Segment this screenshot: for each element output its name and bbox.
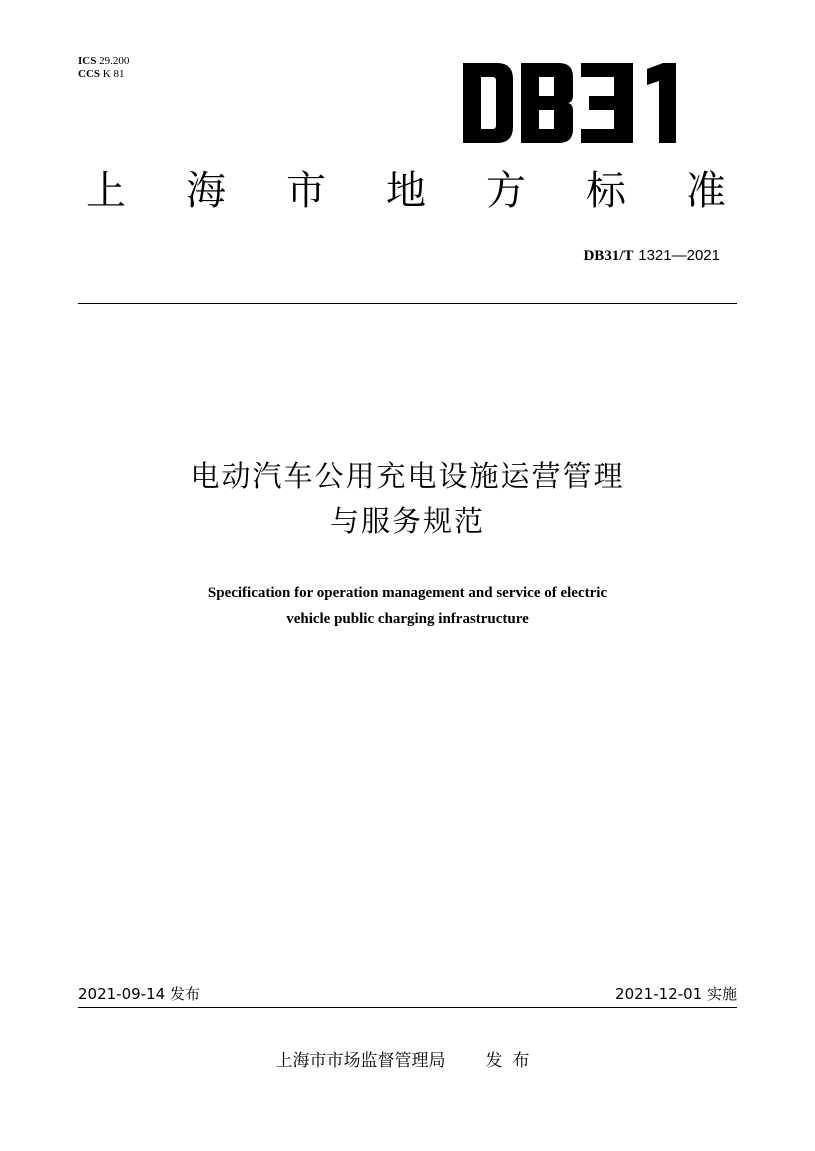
standard-type-heading [86,166,726,216]
classification-codes [78,55,129,81]
standard-type-char: 市 [286,168,326,214]
standard-number-prefix: DB31/T [583,248,634,264]
standard-type-char: 准 [686,168,726,214]
bottom-divider [78,1007,737,1008]
top-divider [78,303,737,304]
title-en-line-1: Specification for operation management and service of electric [207,585,608,601]
ccs-row [78,68,129,81]
ccs-label: CCS [78,68,101,80]
issue-date: 2021-09-14 发布 [78,985,200,1003]
standard-type-char: 标 [586,168,626,214]
issuer-name: 上海市市场监督管理局 [275,1051,446,1071]
title-english [0,580,815,632]
ics-code: 29.200 [99,55,130,67]
ics-row [78,55,129,68]
standard-type-char: 地 [386,168,426,214]
title-en-line-2: vehicle public charging infrastructure [286,611,529,627]
ics-label: ICS [78,55,97,67]
title-chinese [0,454,815,544]
db31-logo [463,63,689,143]
title-zh-line-1: 电动汽车公用充电设施运营管理 [190,459,625,493]
standard-type-char: 上 [86,168,126,214]
ccs-code: K 81 [102,68,125,80]
title-zh-line-2: 与服务规范 [329,504,485,538]
implementation-date: 2021-12-01 实施 [615,985,737,1003]
standard-number [583,246,720,265]
standard-type-char: 方 [486,168,526,214]
issuer-action: 发布 [485,1051,540,1071]
standard-number-value: 1321—2021 [638,247,720,264]
standard-type-char: 海 [186,168,226,214]
issuing-authority [0,1046,815,1071]
